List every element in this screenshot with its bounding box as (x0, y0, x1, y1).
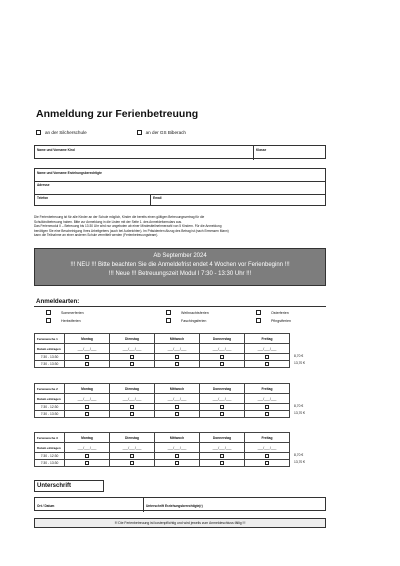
checkbox[interactable] (256, 318, 261, 323)
signature-field[interactable] (143, 497, 326, 511)
date-field[interactable]: ___/___/___ (65, 344, 110, 354)
date-place-label: Ort / Datum (37, 504, 55, 508)
banner-line: !!! NEU !!! Bitte beachten Sie die Anmeldefrist endet 4 Wochen vor Ferienbeginn !!! (70, 261, 290, 268)
date-label: Datum eintragen (35, 344, 65, 354)
price-label: 8,70 € (294, 404, 304, 408)
checkbox[interactable] (137, 130, 142, 135)
anmeldeart-label: Sommerferien (61, 310, 84, 315)
anmeldeart-option[interactable] (256, 310, 289, 315)
checkbox[interactable] (175, 461, 179, 465)
checkbox[interactable] (175, 355, 179, 359)
school-option-silcherschule[interactable] (36, 130, 87, 135)
checkbox[interactable] (265, 454, 269, 458)
checkbox[interactable] (46, 310, 51, 315)
date-field[interactable]: ___/___/___ (65, 394, 110, 404)
school-option-label: an der GS Biberach (145, 130, 186, 135)
day-header: Montag (65, 384, 110, 394)
signature-title: Unterschrift (37, 483, 72, 489)
checkbox[interactable] (130, 454, 134, 458)
checkbox[interactable] (220, 362, 224, 366)
date-field[interactable]: ___/___/___ (200, 344, 245, 354)
price-label: 13,70 € (294, 460, 305, 464)
price-label: 8,70 € (294, 453, 304, 457)
day-header: Dienstag (110, 433, 155, 443)
checkbox[interactable] (175, 412, 179, 416)
day-header: Mittwoch (155, 334, 200, 344)
checkbox[interactable] (85, 454, 89, 458)
school-option-gs-biberach[interactable] (137, 130, 186, 135)
email-field[interactable] (150, 194, 326, 206)
time-slot: 7:30 - 13:30 (35, 460, 65, 467)
footer-notice: !!! Die Ferienbetreuung ist kostenpflichtig und wird jeweils zum Anmeldeschluss fällig !!! (34, 518, 326, 528)
anmeldeart-option[interactable] (256, 318, 291, 323)
checkbox[interactable] (85, 461, 89, 465)
anmeldeart-label: Herbstferien (61, 318, 81, 323)
checkbox[interactable] (265, 412, 269, 416)
address-label: Adresse (37, 183, 50, 187)
checkbox[interactable] (175, 454, 179, 458)
day-header: Donnerstag (200, 433, 245, 443)
checkbox[interactable] (265, 362, 269, 366)
class-label: Klasse (256, 148, 267, 152)
date-label: Datum eintragen (35, 394, 65, 404)
checkbox[interactable] (220, 355, 224, 359)
checkbox[interactable] (220, 461, 224, 465)
checkbox[interactable] (36, 130, 41, 135)
week-label: Ferienwoche 3 (35, 433, 65, 443)
anmeldearten-title: Anmeldearten: (36, 298, 80, 305)
date-field[interactable]: ___/___/___ (65, 443, 110, 453)
checkbox[interactable] (265, 405, 269, 409)
date-field[interactable]: ___/___/___ (200, 443, 245, 453)
class-field[interactable] (252, 145, 326, 159)
banner-line: Ab September 2024 (153, 253, 207, 259)
school-option-label: an der Silcherschule (45, 130, 87, 135)
week-table-2 (34, 383, 290, 418)
date-field[interactable]: ___/___/___ (200, 394, 245, 404)
day-header: Mittwoch (155, 384, 200, 394)
date-field[interactable]: ___/___/___ (155, 394, 200, 404)
anmeldeart-option[interactable] (166, 310, 209, 315)
price-label: 13,70 € (294, 411, 305, 415)
checkbox[interactable] (85, 362, 89, 366)
checkbox[interactable] (130, 355, 134, 359)
info-line: kann die Teilnahme an einer anderen Schule vermittelt werden (Ferienbetreuungsteam). (34, 233, 159, 238)
guardian-name-field[interactable] (34, 168, 326, 180)
day-header: Freitag (245, 384, 290, 394)
address-field[interactable] (34, 181, 326, 193)
checkbox[interactable] (220, 454, 224, 458)
time-slot: 7:30 - 12:30 (35, 453, 65, 460)
info-line: benötigen Sie eine Bescheinigung Ihres Arbeitgebers (auch bei Aufzeichten). Im Präsidenten Abzug des Betrag ist (nach Ermessen Mann) (34, 228, 229, 233)
week-table-1 (34, 333, 290, 368)
day-header: Freitag (245, 433, 290, 443)
time-slot: 7:30 - 13:30 (35, 354, 65, 361)
day-header: Dienstag (110, 384, 155, 394)
date-label: Datum eintragen (35, 443, 65, 453)
checkbox[interactable] (220, 412, 224, 416)
checkbox[interactable] (256, 310, 261, 315)
signature-label: Unterschrift Erziehungsberechtigte(r) (146, 504, 203, 508)
info-text (34, 215, 326, 238)
checkbox[interactable] (85, 412, 89, 416)
email-label: Email (153, 196, 162, 200)
guardian-name-label: Name und Vorname Erziehungsberechtigte (37, 171, 102, 175)
date-field[interactable]: ___/___/___ (245, 394, 290, 404)
phone-field[interactable] (34, 194, 149, 206)
anmeldeart-option[interactable] (166, 318, 206, 323)
checkbox[interactable] (175, 405, 179, 409)
info-line: Schulkindbetreuung haben. Bitte zur Anmeldung in die Listen mit der Seite 1. des Anmeldeformulars aus. (34, 219, 182, 224)
page-title: Anmeldung zur Ferienbetreuung (36, 108, 199, 120)
time-slot: 7:30 - 13:30 (35, 361, 65, 368)
price-label: 8,70 € (294, 354, 304, 358)
phone-label: Telefon (37, 196, 49, 200)
time-slot: 7:30 - 12:30 (35, 404, 65, 411)
anmeldeart-label: Pfingstferien (271, 318, 291, 323)
checkbox[interactable] (130, 362, 134, 366)
date-field[interactable]: ___/___/___ (110, 443, 155, 453)
child-name-label: Name und Vorname Kind (37, 148, 75, 152)
day-header: Montag (65, 433, 110, 443)
date-place-field[interactable] (34, 497, 142, 511)
day-header: Montag (65, 334, 110, 344)
checkbox[interactable] (85, 355, 89, 359)
date-field[interactable]: ___/___/___ (110, 344, 155, 354)
day-header: Donnerstag (200, 384, 245, 394)
time-slot: 7:30 - 13:30 (35, 411, 65, 418)
date-field[interactable]: ___/___/___ (155, 443, 200, 453)
date-field[interactable]: ___/___/___ (110, 394, 155, 404)
banner-line: !!! Neue !!! Betreuungszeit Modul I 7:30 - 13:30 Uhr !!! (108, 270, 252, 277)
checkbox[interactable] (265, 461, 269, 465)
week-label: Ferienwoche 2 (35, 384, 65, 394)
day-header: Freitag (245, 334, 290, 344)
divider (34, 306, 326, 307)
checkbox[interactable] (220, 405, 224, 409)
info-line: Die Ferienbetreuung ist für alle Kinder an der Schule möglich, Kinder die bereits einen gültigen Betreuungsvertrag für die (34, 215, 205, 219)
checkbox[interactable] (130, 412, 134, 416)
info-line: Das Ferienmodul II – Betreuung bis 13:30 Uhr wird nur angeboten ab einer Mindestteilnehmerzahl von 5 Kindern. Für die Anmeldung (34, 224, 222, 229)
anmeldeart-option[interactable] (46, 318, 81, 323)
checkbox[interactable] (166, 318, 171, 323)
school-options (36, 130, 186, 135)
price-label: 13,70 € (294, 361, 305, 365)
checkbox[interactable] (166, 310, 171, 315)
day-header: Dienstag (110, 334, 155, 344)
date-field[interactable]: ___/___/___ (245, 443, 290, 453)
child-name-field[interactable] (34, 145, 252, 159)
date-field[interactable]: ___/___/___ (155, 344, 200, 354)
week-label: Ferienwoche 1 (35, 334, 65, 344)
week-table-3 (34, 432, 290, 467)
checkbox[interactable] (130, 461, 134, 465)
date-field[interactable]: ___/___/___ (245, 344, 290, 354)
checkbox[interactable] (175, 362, 179, 366)
anmeldeart-label: Osterferien (271, 310, 289, 315)
checkbox[interactable] (46, 318, 51, 323)
anmeldeart-label: Weihnachtsferien (181, 310, 209, 315)
day-header: Donnerstag (200, 334, 245, 344)
checkbox[interactable] (85, 405, 89, 409)
notice-banner (34, 248, 326, 286)
day-header: Mittwoch (155, 433, 200, 443)
checkbox[interactable] (130, 405, 134, 409)
anmeldeart-label: Faschingsferien (181, 318, 207, 323)
anmeldeart-option[interactable] (46, 310, 84, 315)
checkbox[interactable] (265, 355, 269, 359)
